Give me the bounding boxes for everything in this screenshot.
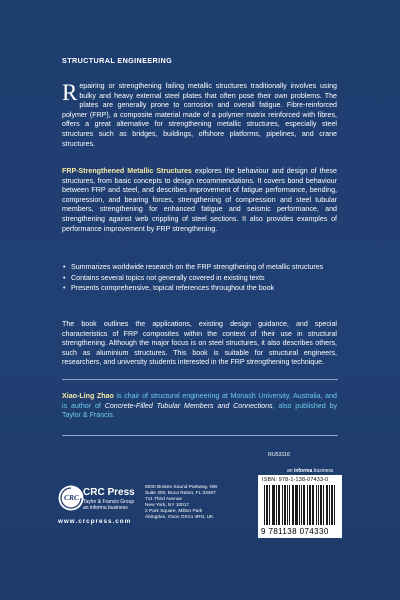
informa-business-tag: an informa business (287, 468, 334, 474)
barcode-bar (264, 485, 265, 525)
crc-logo-text: CRC (64, 493, 80, 502)
outline-paragraph: The book outlines the applications, existing design guidance, and special characteristics of FRP composites within the context of their use in structural strengthening. Although the major focus is on steel structures, it also describes others, such as aluminium structures. This book is suitable for structural engineers, researchers, and university students interested in the FRP strengthening technique. (62, 320, 337, 367)
publisher-addresses (145, 485, 217, 522)
barcode-bar (296, 485, 297, 525)
barcode (258, 475, 342, 538)
publisher-name: CRC Press (83, 487, 135, 498)
intro-text: epairing or strengthening failing metallic structures traditionally involves using bulky and heavy external steel plates that often pose their own problems. The plates are generally prone to corrosion and overall fatigue. Fibre-reinforced polymer (FRP), a composite material made of a polymer matrix reinforced with fibres, offers a great alternative for strengthening metallic structures, especially steel structures such as bridges, buildings, offshore platforms, pipelines, and crane structures. (62, 82, 337, 148)
barcode-bar (284, 485, 285, 525)
description-paragraph (62, 167, 337, 234)
barcode-bar (285, 485, 286, 525)
website-link[interactable]: www.crcpress.com (58, 518, 132, 525)
barcode-bar (295, 485, 296, 525)
barcode-bar (321, 485, 322, 525)
barcode-bar (279, 485, 280, 525)
list-item: • Presents comprehensive, topical references throughout the book (62, 284, 337, 294)
barcode-bar (297, 485, 298, 525)
barcode-bar (320, 485, 321, 525)
barcode-bar (323, 485, 324, 525)
barcode-bar (287, 485, 288, 525)
address-line: 711 Third Avenue (145, 497, 183, 503)
barcode-bar (278, 485, 279, 525)
divider (62, 379, 338, 380)
author-name: Xiao-Ling Zhao (62, 392, 114, 400)
list-item: • Summarizes worldwide research on the FRP strengthening of metallic structures (62, 263, 337, 273)
barcode-bar (313, 485, 314, 525)
barcode-bar (326, 485, 327, 525)
barcode-bar (267, 485, 268, 525)
product-code: RU53116 (268, 452, 290, 458)
isbn-number: 9 781138 074330 (261, 527, 329, 536)
barcode-bar (329, 485, 330, 525)
address-line: Abingdon, Oxon OX14 4RN, UK (145, 515, 214, 521)
barcode-bar (327, 485, 328, 525)
publisher-sub: an informa business (83, 505, 128, 511)
drop-cap: R (62, 80, 78, 105)
description-text: explores the behaviour and design of these structures, from basic concepts to design recommendations. It covers bond behaviour between FRP and steel, and describes improvement of fatigue performance, bending, compression, and bearing forces, strengthening of compression and steel tubular members, strengthening for enhanced fatigue and seismic performance, and strengthening against web crippling of steel sections. It also provides examples of performance improvement by FRP strengthening. (62, 167, 337, 233)
barcode-bar (310, 485, 311, 525)
barcode-bars (264, 485, 336, 527)
barcode-bar (276, 485, 277, 525)
publisher-block (83, 487, 135, 511)
barcode-bar (309, 485, 310, 525)
author-text: is chair of structural engineering at Monash University, Australia, and is author of (62, 392, 338, 410)
address-line: New York, NY 10017 (145, 503, 190, 509)
address-line: 6000 Broken Sound Parkway, NW (145, 485, 218, 490)
barcode-bar (299, 485, 300, 525)
barcode-bar (266, 485, 267, 525)
barcode-bar (332, 485, 333, 525)
barcode-bar (289, 485, 290, 525)
barcode-bar (282, 485, 283, 525)
barcode-bar (334, 485, 335, 525)
author-other-book: Concrete-Filled Tubular Members and Connections (104, 401, 273, 410)
author-text-end: , also published by Taylor & Francis. (62, 401, 337, 420)
barcode-bar (303, 485, 304, 525)
section-label: STRUCTURAL ENGINEERING (62, 56, 173, 65)
book-title-highlight: FRP-Strengthened Metallic Structures (62, 167, 192, 175)
barcode-bar (331, 485, 332, 525)
barcode-bar (301, 485, 302, 525)
barcode-bar (304, 485, 305, 525)
barcode-bar (292, 485, 293, 525)
barcode-bar (273, 485, 274, 525)
barcode-bar (312, 485, 313, 525)
publisher-group: Taylor & Francis Group (83, 499, 135, 505)
barcode-bar (318, 485, 319, 525)
intro-paragraph (62, 82, 337, 149)
address-line: 2 Park Square, Milton Park (145, 509, 203, 515)
barcode-bar (316, 485, 317, 525)
barcode-bar (293, 485, 294, 525)
list-item: • Contains several topics not generally covered in existing texts (62, 274, 337, 284)
barcode-bar (269, 485, 270, 525)
barcode-bar (272, 485, 273, 525)
feature-list (62, 263, 337, 295)
barcode-bar (274, 485, 275, 525)
barcode-bar (307, 485, 308, 525)
author-bio (62, 392, 337, 421)
divider (62, 435, 338, 436)
isbn-label: ISBN: 978-1-138-07433-0 (262, 477, 329, 483)
address-line: Suite 300, Boca Raton, FL 33487 (145, 491, 216, 497)
